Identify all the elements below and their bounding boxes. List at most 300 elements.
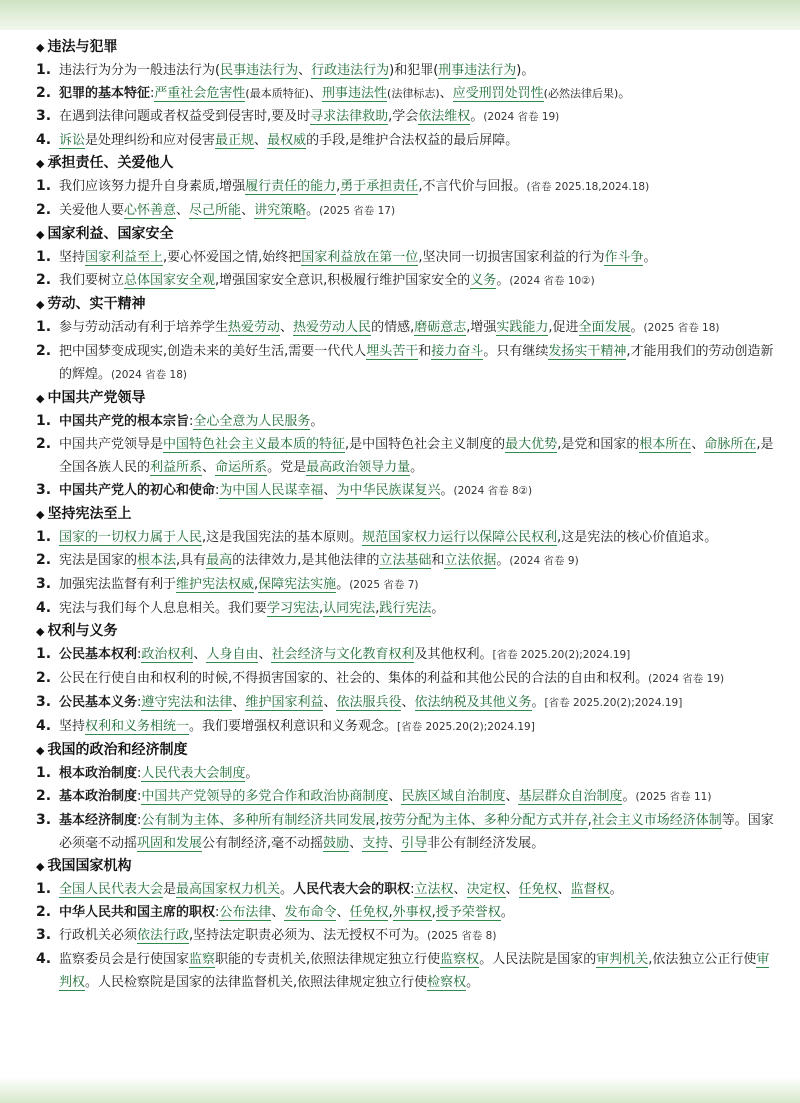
item-text — [59, 82, 780, 105]
key-phrase: 立法基础 — [379, 553, 432, 568]
text-segment: ,是党和国家的 — [557, 437, 640, 452]
key-phrase: 立法依据 — [444, 553, 497, 568]
text-segment: 。 — [618, 86, 632, 101]
text-segment: , — [375, 813, 380, 828]
diamond-bullet-icon: ◆ — [36, 228, 45, 241]
exam-source: (2024 省卷 10②) — [509, 275, 595, 287]
text-segment: 。 — [609, 882, 623, 897]
text-segment: 。 — [280, 882, 294, 897]
text-segment: 、 — [557, 882, 571, 897]
text-segment: 监察委员会是行使国家 — [59, 952, 190, 967]
item-text — [59, 199, 780, 223]
section-title — [36, 503, 780, 526]
text-segment: 。 — [500, 905, 514, 920]
list-item — [36, 199, 780, 223]
text-segment: 。 — [336, 577, 350, 592]
text-segment: 、 — [691, 437, 705, 452]
list-item — [36, 410, 780, 433]
key-phrase: 热爱劳动人民 — [293, 320, 372, 335]
item-text — [59, 715, 780, 739]
text-segment: 公民基本权利 — [59, 647, 138, 662]
list-item — [36, 878, 780, 901]
item-number: 1. — [36, 249, 52, 265]
item-number: 3. — [36, 576, 52, 592]
item-number: 1. — [36, 881, 52, 897]
text-segment: 、 — [439, 86, 453, 101]
text-segment: 、 — [280, 320, 294, 335]
text-segment: 在遇到法律问题或者权益受到侵害时,要及时 — [59, 109, 311, 124]
item-text — [59, 573, 780, 597]
section-title — [36, 387, 780, 410]
section-title — [36, 293, 780, 316]
key-phrase: 命运所系 — [215, 460, 268, 475]
key-phrase: 基层群众自治制度 — [518, 789, 623, 804]
item-number: 2. — [36, 788, 52, 804]
text-segment: (必然法律后果) — [543, 87, 619, 100]
text-segment: 、 — [388, 789, 402, 804]
item-number: 1. — [36, 646, 52, 662]
text-segment: 、 — [323, 483, 337, 498]
item-text — [59, 316, 780, 340]
exam-source: (省卷 2025.18,2024.18) — [526, 181, 650, 193]
key-phrase: 权利和义务相统一 — [85, 719, 190, 734]
text-segment: 坚持 — [59, 250, 86, 265]
text-segment: 非公有制经济发展。 — [427, 836, 545, 851]
text-segment: ,是全国各族人民的 — [59, 437, 774, 475]
key-phrase: 公有制为主体、多种所有制经济共同发展 — [141, 813, 376, 828]
exam-source: (2025 省卷 18) — [643, 322, 720, 334]
text-segment: (法律标志) — [387, 87, 440, 100]
key-phrase: 引导 — [401, 836, 428, 851]
key-phrase: 中国特色社会主义最本质的特征 — [163, 437, 346, 452]
section-title — [36, 152, 780, 175]
text-segment: 。 — [470, 109, 484, 124]
key-phrase: 依法服兵役 — [336, 695, 402, 710]
item-text — [59, 785, 780, 809]
list-item — [36, 269, 780, 293]
text-segment: 中华人民共和国主席的职权 — [59, 905, 216, 920]
text-segment: , — [336, 179, 341, 194]
text-segment: 。党是 — [267, 460, 307, 475]
section-title-text: 我国的政治和经济制度 — [47, 742, 188, 758]
key-phrase: 最高政治领导力量 — [306, 460, 411, 475]
text-segment: ,坚决同一切损害国家利益的行为 — [418, 250, 605, 265]
key-phrase: 讲究策略 — [254, 203, 307, 218]
text-segment: ,依法独立公正行使 — [648, 952, 757, 967]
key-phrase: 诉讼 — [59, 133, 86, 148]
key-phrase: 总体国家安全观 — [124, 273, 216, 288]
key-phrase: 按劳分配为主体、多种分配方式并存 — [379, 813, 588, 828]
text-segment: 、 — [271, 905, 285, 920]
item-number: 2. — [36, 85, 52, 101]
item-number: 2. — [36, 670, 52, 686]
text-segment: , — [254, 577, 259, 592]
diamond-bullet-icon: ◆ — [36, 392, 45, 405]
key-phrase: 最权威 — [267, 133, 307, 148]
item-number: 1. — [36, 413, 52, 429]
text-segment: 公民基本义务 — [59, 695, 138, 710]
diamond-bullet-icon: ◆ — [36, 744, 45, 757]
list-item — [36, 597, 780, 620]
text-segment: ,坚持法定职责必须为、法无授权不可为。 — [189, 928, 428, 943]
text-segment: 、 — [176, 203, 190, 218]
text-segment: 。人民法院是国家的 — [479, 952, 597, 967]
section — [36, 739, 780, 855]
item-number: 2. — [36, 552, 52, 568]
text-segment: 宪法与我们每个人息息相关。我们要 — [59, 601, 268, 616]
text-segment: (最本质特征) — [245, 87, 310, 100]
list-item — [36, 549, 780, 573]
key-phrase: 外事权 — [392, 905, 432, 920]
list-item — [36, 573, 780, 597]
key-phrase: 应受刑罚处罚性 — [452, 86, 544, 101]
item-text — [59, 105, 780, 129]
item-number: 2. — [36, 904, 52, 920]
list-item — [36, 901, 780, 924]
text-segment: ,促进 — [548, 320, 579, 335]
text-segment: 。 — [531, 695, 545, 710]
exam-source: [省卷 2025.20(2);2024.19] — [492, 649, 631, 661]
exam-source: (2024 省卷 18) — [111, 369, 187, 381]
list-item — [36, 667, 780, 691]
item-number: 4. — [36, 132, 52, 148]
text-segment: ,增强国家安全意识,积极履行维护国家安全的 — [215, 273, 471, 288]
key-phrase: 最大优势 — [505, 437, 558, 452]
text-segment: 。 — [466, 975, 480, 990]
text-segment: 宪法是国家的 — [59, 553, 138, 568]
text-segment: : — [189, 414, 194, 429]
text-segment: 。 — [643, 250, 657, 265]
section-title-text: 国家利益、国家安全 — [47, 226, 174, 242]
text-segment: 。 — [306, 203, 320, 218]
text-segment: 。我们要增强权利意识和义务观念。 — [189, 719, 398, 734]
item-text — [59, 901, 780, 924]
text-segment: 。 — [496, 273, 510, 288]
list-item — [36, 316, 780, 340]
key-phrase: 心怀善意 — [124, 203, 177, 218]
key-phrase: 学习宪法 — [267, 601, 320, 616]
list-item — [36, 526, 780, 549]
text-segment: )。 — [516, 63, 535, 78]
list-item — [36, 948, 780, 994]
text-segment: 、 — [336, 905, 350, 920]
key-phrase: 发扬实干精神 — [548, 344, 627, 359]
item-text — [59, 129, 780, 152]
text-segment: ,学会 — [388, 109, 419, 124]
item-text — [59, 175, 780, 199]
diamond-bullet-icon: ◆ — [36, 860, 45, 873]
item-text — [59, 269, 780, 293]
key-phrase: 埋头苦干 — [366, 344, 419, 359]
exam-source: (2024 省卷 9) — [509, 555, 579, 567]
text-segment: 。 — [310, 414, 324, 429]
list-item — [36, 433, 780, 479]
text-segment: ,增强 — [466, 320, 497, 335]
key-phrase: 实践能力 — [496, 320, 549, 335]
item-number: 1. — [36, 178, 52, 194]
list-item — [36, 82, 780, 105]
text-segment: ,是中国特色社会主义制度的 — [345, 437, 506, 452]
text-segment: 中国共产党领导是 — [59, 437, 164, 452]
item-number: 4. — [36, 951, 52, 967]
section-title-text: 权利与义务 — [47, 623, 118, 639]
text-segment: 。只有继续 — [483, 344, 549, 359]
section — [36, 503, 780, 620]
key-phrase: 依法纳税及其他义务 — [414, 695, 532, 710]
key-phrase: 根本法 — [137, 553, 177, 568]
text-segment: 是处理纠纷和应对侵害 — [85, 133, 216, 148]
key-phrase: 接力奋斗 — [431, 344, 484, 359]
item-number: 4. — [36, 600, 52, 616]
item-number: 2. — [36, 343, 52, 359]
key-phrase: 监察 — [189, 952, 216, 967]
list-item — [36, 246, 780, 269]
text-segment: 把中国梦变成现实,创造未来的美好生活,需要一代代人 — [59, 344, 367, 359]
text-segment: ,要心怀爱国之情,始终把 — [163, 250, 302, 265]
text-segment: : — [137, 647, 142, 662]
text-segment: 、 — [388, 836, 402, 851]
key-phrase: 最正规 — [215, 133, 255, 148]
section — [36, 855, 780, 994]
item-text — [59, 59, 780, 82]
key-phrase: 任免权 — [518, 882, 558, 897]
key-phrase: 决定权 — [466, 882, 506, 897]
key-phrase: 监督权 — [570, 882, 610, 897]
key-phrase: 国家的一切权力属于人民 — [59, 530, 203, 545]
key-phrase: 最高国家权力机关 — [176, 882, 281, 897]
key-phrase: 维护宪法权威 — [176, 577, 255, 592]
key-phrase: 全面发展 — [578, 320, 631, 335]
diamond-bullet-icon: ◆ — [36, 41, 45, 54]
item-text — [59, 667, 780, 691]
text-segment: 行政机关必须 — [59, 928, 138, 943]
key-phrase: 保障宪法实施 — [258, 577, 337, 592]
text-segment: , — [431, 905, 436, 920]
key-phrase: 巩固和发展 — [137, 836, 203, 851]
text-segment: : — [215, 905, 220, 920]
text-segment: 我们要树立 — [59, 273, 125, 288]
text-segment: 、 — [193, 647, 207, 662]
text-segment: 中国共产党的根本宗旨 — [59, 414, 190, 429]
section-title — [36, 36, 780, 59]
item-number: 2. — [36, 202, 52, 218]
item-text — [59, 479, 780, 503]
section — [36, 620, 780, 739]
text-segment: 中国共产党人的初心和使命 — [59, 483, 216, 498]
text-segment: 公有制经济,毫不动摇 — [202, 836, 324, 851]
list-item — [36, 715, 780, 739]
text-segment: 坚持 — [59, 719, 86, 734]
exam-source: [省卷 2025.20(2);2024.19] — [544, 697, 683, 709]
list-item — [36, 340, 780, 387]
list-item — [36, 809, 780, 855]
text-segment: 、 — [349, 836, 363, 851]
key-phrase: 利益所系 — [150, 460, 203, 475]
text-segment: 、 — [453, 882, 467, 897]
key-phrase: 人身自由 — [206, 647, 259, 662]
item-number: 4. — [36, 718, 52, 734]
list-item — [36, 59, 780, 82]
text-segment: 的法律效力,是其他法律的 — [232, 553, 380, 568]
diamond-bullet-icon: ◆ — [36, 508, 45, 521]
item-number: 1. — [36, 765, 52, 781]
exam-source: [省卷 2025.20(2);2024.19] — [397, 721, 535, 733]
text-segment: 、 — [323, 695, 337, 710]
item-number: 3. — [36, 482, 52, 498]
text-segment: : — [137, 813, 142, 828]
text-segment: 。 — [431, 601, 445, 616]
text-segment: 和 — [418, 344, 432, 359]
key-phrase: 刑事违法性 — [322, 86, 388, 101]
text-segment: 、 — [401, 695, 415, 710]
list-item — [36, 175, 780, 199]
text-segment: 、 — [298, 63, 312, 78]
item-text — [59, 410, 780, 433]
item-number: 1. — [36, 319, 52, 335]
exam-source: (2025 省卷 7) — [349, 579, 419, 591]
list-item — [36, 691, 780, 715]
item-text — [59, 246, 780, 269]
item-text — [59, 643, 780, 667]
section-title-text: 违法与犯罪 — [47, 39, 118, 55]
item-number: 3. — [36, 812, 52, 828]
key-phrase: 规范国家权力运行以保障公民权利 — [362, 530, 558, 545]
text-segment: 关爱他人要 — [59, 203, 125, 218]
item-text — [59, 597, 780, 620]
text-segment: 及其他权利。 — [414, 647, 493, 662]
text-segment: 。人民检察院是国家的法律监督机关,依照法律规定独立行使 — [85, 975, 428, 990]
text-segment: : — [137, 789, 142, 804]
exam-source: (2024 省卷 19) — [648, 673, 725, 685]
text-segment: ,具有 — [176, 553, 207, 568]
diamond-bullet-icon: ◆ — [36, 625, 45, 638]
section — [36, 293, 780, 387]
key-phrase: 磨砺意志 — [414, 320, 467, 335]
text-segment: 。 — [410, 460, 424, 475]
key-phrase: 支持 — [362, 836, 389, 851]
text-segment: ,这是宪法的核心价值追求。 — [557, 530, 718, 545]
item-text — [59, 924, 780, 948]
key-phrase: 认同宪法 — [323, 601, 376, 616]
item-text — [59, 340, 780, 387]
text-segment: 、 — [505, 789, 519, 804]
item-text — [59, 691, 780, 715]
text-segment: 。 — [630, 320, 644, 335]
key-phrase: 审判权 — [59, 952, 770, 990]
exam-source: (2025 省卷 8) — [427, 930, 497, 942]
diamond-bullet-icon: ◆ — [36, 157, 45, 170]
section-title — [36, 855, 780, 878]
item-text — [59, 809, 780, 855]
key-phrase: 维护国家利益 — [245, 695, 324, 710]
diamond-bullet-icon: ◆ — [36, 298, 45, 311]
text-segment: ,这是我国宪法的基本原则。 — [202, 530, 363, 545]
section-title-text: 中国共产党领导 — [47, 390, 146, 406]
key-phrase: 践行宪法 — [379, 601, 432, 616]
item-text — [59, 878, 780, 901]
list-item — [36, 785, 780, 809]
text-segment: : — [410, 882, 415, 897]
key-phrase: 全国人民代表大会 — [59, 882, 164, 897]
text-segment: 。 — [496, 553, 510, 568]
document-body — [36, 36, 780, 994]
item-number: 2. — [36, 272, 52, 288]
list-item — [36, 479, 780, 503]
list-item — [36, 643, 780, 667]
text-segment: ,不言代价与回报。 — [418, 179, 527, 194]
key-phrase: 最高 — [206, 553, 233, 568]
section-title-text: 坚持宪法至上 — [47, 506, 132, 522]
item-number: 1. — [36, 529, 52, 545]
text-segment: 基本政治制度 — [59, 789, 138, 804]
key-phrase: 国家利益放在第一位 — [301, 250, 419, 265]
list-item — [36, 105, 780, 129]
key-phrase: 民族区域自治制度 — [401, 789, 506, 804]
text-segment: 是 — [163, 882, 177, 897]
text-segment: 人民代表大会的职权 — [293, 882, 411, 897]
text-segment: 、 — [202, 460, 216, 475]
key-phrase: 社会主义市场经济体制 — [591, 813, 722, 828]
item-number: 3. — [36, 694, 52, 710]
text-segment: : — [137, 766, 142, 781]
key-phrase: 审判机关 — [596, 952, 649, 967]
text-segment: ,才能用我们的劳动创造新的辉煌。 — [59, 344, 774, 382]
text-segment: : — [215, 483, 220, 498]
text-segment: 、 — [309, 86, 323, 101]
text-segment: , — [388, 905, 393, 920]
top-decorative-strip — [0, 0, 800, 30]
key-phrase: 为中国人民谋幸福 — [219, 483, 324, 498]
item-number: 3. — [36, 108, 52, 124]
text-segment: 。 — [622, 789, 636, 804]
key-phrase: 热爱劳动 — [228, 320, 281, 335]
key-phrase: 国家利益至上 — [85, 250, 164, 265]
text-segment: , — [375, 601, 380, 616]
text-segment: 我们应该努力提升自身素质,增强 — [59, 179, 246, 194]
key-phrase: 根本所在 — [639, 437, 692, 452]
exam-source: (2024 省卷 19) — [483, 111, 560, 123]
item-text — [59, 549, 780, 573]
item-text — [59, 762, 780, 785]
exam-source: (2025 省卷 11) — [635, 791, 712, 803]
section-title-text: 我国国家机构 — [47, 858, 132, 874]
bottom-decorative-strip — [0, 1077, 800, 1103]
section-title — [36, 739, 780, 762]
key-phrase: 依法行政 — [137, 928, 190, 943]
key-phrase: 勇于承担责任 — [340, 179, 419, 194]
text-segment: 、 — [232, 695, 246, 710]
section — [36, 36, 780, 152]
key-phrase: 寻求法律救助 — [310, 109, 389, 124]
key-phrase: 公布法律 — [219, 905, 272, 920]
key-phrase: 人民代表大会制度 — [141, 766, 246, 781]
text-segment: 违法行为分为一般违法行为( — [59, 63, 221, 78]
list-item — [36, 924, 780, 948]
key-phrase: 遵守宪法和法律 — [141, 695, 233, 710]
item-number: 3. — [36, 927, 52, 943]
list-item — [36, 762, 780, 785]
text-segment: 犯罪的基本特征 — [59, 86, 151, 101]
text-segment: )和犯罪( — [389, 63, 439, 78]
section-title-text: 承担责任、关爱他人 — [47, 155, 174, 171]
text-segment: 的手段,是维护合法权益的最后屏障。 — [306, 133, 519, 148]
text-segment: 、 — [505, 882, 519, 897]
exam-source: (2024 省卷 8②) — [453, 485, 533, 497]
text-segment: 、 — [254, 133, 268, 148]
section-title — [36, 223, 780, 246]
text-segment: 公民在行使自由和权利的时候,不得损害国家的、社会的、集体的利益和其他公民的合法的自由和权利。 — [59, 671, 649, 686]
text-segment: , — [587, 813, 592, 828]
